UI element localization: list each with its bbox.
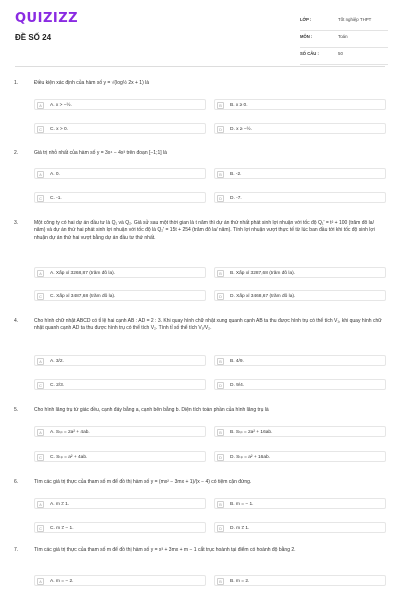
option-a[interactable]: [34, 498, 206, 509]
option-text: A. x > −½.: [50, 102, 72, 108]
option-text: D. Xấp xỉ 3468,67 (trăm đô la).: [230, 293, 296, 299]
header-divider: [15, 66, 385, 67]
option-letter-badge: A: [37, 429, 44, 436]
option-letter-badge: B: [217, 102, 224, 109]
option-text: D. x ≥ −½.: [230, 126, 252, 132]
option-c[interactable]: [34, 290, 206, 301]
option-text: B. Xấp xỉ 3287,68 (trăm đô la).: [230, 270, 296, 276]
exam-title: ĐỀ SỐ 24: [15, 33, 52, 42]
option-b[interactable]: [214, 498, 386, 509]
option-letter-badge: C: [37, 454, 44, 461]
option-text: D. -7.: [230, 195, 242, 201]
option-letter-badge: C: [37, 293, 44, 300]
option-letter-badge: D: [217, 525, 224, 532]
meta-row-class: [300, 14, 388, 31]
option-letter-badge: B: [217, 171, 224, 178]
option-text: B. m = 2.: [230, 578, 250, 584]
option-a[interactable]: [34, 168, 206, 179]
option-text: A. Xấp xỉ 3268,87 (trăm đô la).: [50, 270, 116, 276]
question-number: 3.: [14, 220, 19, 226]
option-a[interactable]: [34, 575, 206, 586]
option-letter-badge: A: [37, 578, 44, 585]
option-text: B. x ≥ 0.: [230, 102, 248, 108]
meta-label: MÔN :: [300, 34, 313, 39]
option-c[interactable]: [34, 451, 206, 462]
option-text: D. Sₜₚ = a² + 16ab.: [230, 454, 271, 460]
option-text: D. m ≠ 1.: [230, 525, 250, 531]
question-text: Giá trị nhỏ nhất của hàm số y = 3x⁴ − 4x³ trên đoạn [−1;1] là: [34, 150, 167, 156]
option-d[interactable]: [214, 522, 386, 533]
option-letter-badge: B: [217, 429, 224, 436]
option-b[interactable]: [214, 575, 386, 586]
option-letter-badge: A: [37, 270, 44, 277]
question-number: 7.: [14, 547, 19, 553]
option-text: C. Xấp xỉ 3487,68 (trăm đô la).: [50, 293, 116, 299]
option-letter-badge: D: [217, 195, 224, 202]
page-header: [0, 0, 400, 62]
option-letter-badge: A: [37, 102, 44, 109]
option-d[interactable]: [214, 123, 386, 134]
option-text: B. m = − 1.: [230, 501, 254, 507]
question-number: 1.: [14, 80, 19, 86]
quizizz-logo: QUIZIZZ: [15, 11, 79, 26]
option-letter-badge: B: [217, 270, 224, 277]
option-letter-badge: B: [217, 501, 224, 508]
option-a[interactable]: [34, 267, 206, 278]
option-letter-badge: A: [37, 171, 44, 178]
option-b[interactable]: [214, 267, 386, 278]
option-text: A. m = − 2.: [50, 578, 74, 584]
option-text: A. 3/2.: [50, 358, 64, 364]
option-text: C. -1.: [50, 195, 62, 201]
meta-label: SỐ CÂU :: [300, 51, 319, 56]
option-text: A. m ≠ 1.: [50, 501, 70, 507]
question-number: 4.: [14, 318, 19, 324]
option-b[interactable]: [214, 168, 386, 179]
option-text: C. x > 0.: [50, 126, 68, 132]
option-letter-badge: D: [217, 382, 224, 389]
option-letter-badge: D: [217, 293, 224, 300]
option-b[interactable]: [214, 426, 386, 437]
option-text: B. Sₜₚ = 2a² + 16ab.: [230, 429, 273, 435]
option-letter-badge: C: [37, 382, 44, 389]
option-text: C. m ≠ − 1.: [50, 525, 74, 531]
option-letter-badge: C: [37, 126, 44, 133]
question-text: Cho hình chữ nhật ABCD có tỉ lệ hai cạnh AB : AD = 2 : 3. Khi quay hình chữ nhật xung quanh cạnh AB ta thu được hình trụ có thể tích V₁, khi quay hình chữ nhật quanh cạnh AD ta thu được hình trụ có thể tích V₂. Tính tỉ số thể tích V₁/V₂.: [34, 318, 382, 332]
meta-label: LỚP :: [300, 17, 312, 22]
option-letter-badge: C: [37, 195, 44, 202]
option-a[interactable]: [34, 426, 206, 437]
meta-value: 50: [338, 51, 343, 56]
question-number: 6.: [14, 479, 19, 485]
meta-value: Toán: [338, 34, 348, 39]
option-a[interactable]: [34, 99, 206, 110]
option-c[interactable]: [34, 192, 206, 203]
question-number: 2.: [14, 150, 19, 156]
option-d[interactable]: [214, 290, 386, 301]
option-letter-badge: A: [37, 501, 44, 508]
option-d[interactable]: [214, 451, 386, 462]
option-text: D. 9/4.: [230, 382, 245, 388]
option-text: C. 2/3.: [50, 382, 65, 388]
option-letter-badge: A: [37, 358, 44, 365]
option-c[interactable]: [34, 123, 206, 134]
option-b[interactable]: [214, 355, 386, 366]
exam-meta-table: [300, 14, 388, 65]
option-letter-badge: D: [217, 126, 224, 133]
option-letter-badge: C: [37, 525, 44, 532]
option-d[interactable]: [214, 379, 386, 390]
option-text: B. -2.: [230, 171, 242, 177]
option-text: A. 0.: [50, 171, 60, 177]
question-text: Điều kiện xác định của hàm số y = √(log½ 2x + 1) là: [34, 80, 150, 86]
option-text: C. Sₜₚ = a² + 4ab.: [50, 454, 88, 460]
option-letter-badge: D: [217, 454, 224, 461]
question-text: Tìm các giá trị thực của tham số m để đồ thị hàm số y = (mx² − 3mx + 1)/(x − 4) có tiệm cận đứng.: [34, 479, 252, 485]
option-text: B. 4/9.: [230, 358, 244, 364]
meta-row-subject: [300, 31, 388, 48]
option-letter-badge: B: [217, 578, 224, 585]
option-c[interactable]: [34, 379, 206, 390]
option-a[interactable]: [34, 355, 206, 366]
question-text: Cho hình lăng trụ tứ giác đều, cạnh đáy bằng a, cạnh bên bằng b. Diện tích toàn phần của hình lăng trụ là: [34, 407, 269, 413]
option-c[interactable]: [34, 522, 206, 533]
question-text: Tìm các giá trị thực của tham số m để đồ thị hàm số y = x³ + 3mx + m − 1 cắt trục hoành tại điểm có hoành độ bằng 2.: [34, 547, 296, 553]
question-number: 5.: [14, 407, 19, 413]
meta-value: Tốt nghiệp THPT: [338, 17, 372, 22]
meta-row-question-count: [300, 48, 388, 65]
question-text: Một công ty có hai dự án đầu tư là Q₁ và Q₂. Giả sử sau một thời gian là t năm thì dự án thứ nhất phát sinh lợi nhuận với tốc độ Q₁' = t² + 100 (trăm đô la/ năm) và dự án thứ hai phát sinh lợi nhuận với tốc độ là Q₂' = 15t + 254 (trăm đô la/ năm). Tính lợi nhuận vượt thực tế từ lúc ban đầu tới khi tốc độ sinh lợi nhuận dự án thứ hai vượt bằng dự án đầu tư thứ nhất.: [34, 220, 375, 241]
option-d[interactable]: [214, 192, 386, 203]
option-b[interactable]: [214, 99, 386, 110]
option-letter-badge: B: [217, 358, 224, 365]
option-text: A. Sₜₚ = 2a² + 4ab.: [50, 429, 90, 435]
